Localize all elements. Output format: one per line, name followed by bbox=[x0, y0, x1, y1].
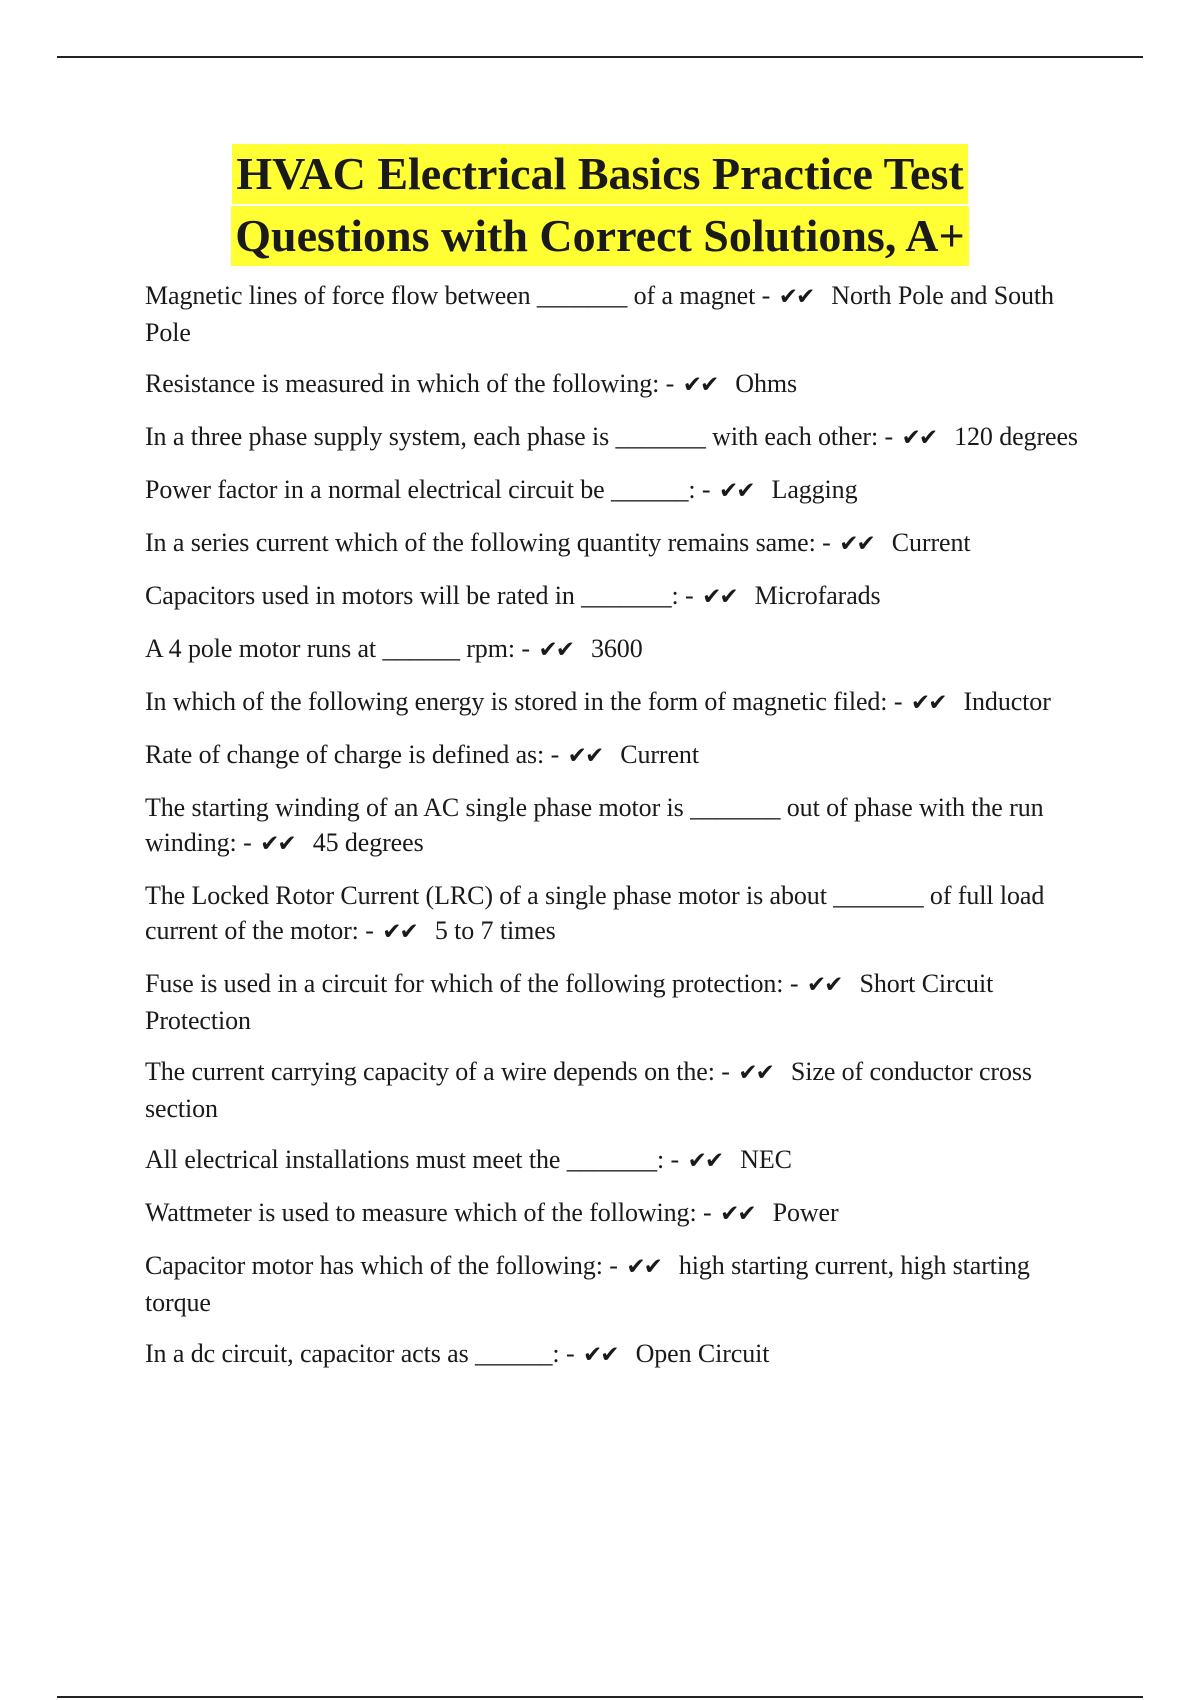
separator-dash: - bbox=[521, 634, 531, 663]
double-check-icon: ✔✔ bbox=[901, 425, 937, 451]
list-item bbox=[145, 966, 1090, 1038]
question-text: Power factor in a normal electrical circuit be ______: bbox=[145, 475, 696, 504]
list-item bbox=[145, 878, 1090, 950]
separator-dash: - bbox=[665, 369, 675, 398]
double-check-icon: ✔✔ bbox=[382, 919, 417, 945]
separator-dash: - bbox=[822, 528, 831, 557]
question-text: In a series current which of the following quantity remains same: bbox=[145, 528, 816, 557]
list-item bbox=[145, 790, 1090, 862]
double-check-icon: ✔✔ bbox=[567, 743, 603, 769]
answer-text: North Pole and South Pole bbox=[145, 281, 1054, 347]
title-line-2: Questions with Correct Solutions, A+ bbox=[231, 206, 968, 266]
separator-dash: - bbox=[761, 281, 771, 310]
answer-text: NEC bbox=[740, 1145, 792, 1174]
page-title bbox=[0, 144, 1200, 268]
answer-text: Lagging bbox=[771, 475, 858, 504]
separator-dash: - bbox=[893, 687, 903, 716]
separator-dash: - bbox=[670, 1145, 680, 1174]
list-item bbox=[145, 472, 1090, 509]
answer-text: Size of conductor cross section bbox=[145, 1057, 1032, 1123]
list-item bbox=[145, 366, 1090, 403]
separator-dash: - bbox=[685, 581, 694, 610]
answer-text: 5 to 7 times bbox=[434, 916, 556, 945]
answer-text: Open Circuit bbox=[635, 1339, 770, 1368]
question-text: In a three phase supply system, each phase is _______ with each other: bbox=[145, 422, 879, 451]
list-item bbox=[145, 631, 1090, 668]
separator-dash: - bbox=[565, 1339, 575, 1368]
list-item bbox=[145, 1195, 1090, 1232]
answer-text: 3600 bbox=[591, 634, 643, 663]
separator-dash: - bbox=[701, 475, 711, 504]
separator-dash: - bbox=[702, 1198, 712, 1227]
question-text: Resistance is measured in which of the following: bbox=[145, 369, 660, 398]
double-check-icon: ✔✔ bbox=[720, 1201, 755, 1227]
question-text: The starting winding of an AC single phase motor is _______ out of phase with the run winding: bbox=[145, 793, 1044, 857]
double-check-icon: ✔✔ bbox=[806, 972, 842, 998]
separator-dash: - bbox=[550, 740, 560, 769]
top-rule bbox=[57, 56, 1143, 58]
separator-dash: - bbox=[789, 969, 799, 998]
answer-text: Current bbox=[620, 740, 699, 769]
answer-text: 45 degrees bbox=[312, 828, 424, 857]
double-check-icon: ✔✔ bbox=[583, 1342, 618, 1368]
list-item bbox=[145, 737, 1090, 774]
question-text: Capacitor motor has which of the following: bbox=[145, 1251, 603, 1280]
list-item bbox=[145, 1142, 1090, 1179]
list-item bbox=[145, 525, 1090, 562]
answer-text: Ohms bbox=[735, 369, 798, 398]
list-item bbox=[145, 1248, 1090, 1320]
question-text: The current carrying capacity of a wire depends on the: bbox=[145, 1057, 715, 1086]
separator-dash: - bbox=[609, 1251, 618, 1280]
list-item bbox=[145, 578, 1090, 615]
question-text: In which of the following energy is stored in the form of magnetic filed: bbox=[145, 687, 888, 716]
list-item bbox=[145, 419, 1090, 456]
double-check-icon: ✔✔ bbox=[538, 637, 573, 663]
answer-text: Current bbox=[891, 528, 971, 557]
double-check-icon: ✔✔ bbox=[626, 1254, 661, 1280]
question-text: Fuse is used in a circuit for which of the following protection: bbox=[145, 969, 784, 998]
double-check-icon: ✔✔ bbox=[778, 284, 814, 310]
answer-text: Short Circuit Protection bbox=[145, 969, 994, 1035]
double-check-icon: ✔✔ bbox=[718, 478, 754, 504]
answer-text: 120 degrees bbox=[954, 422, 1078, 451]
question-text: Capacitors used in motors will be rated in _______: bbox=[145, 581, 679, 610]
list-item bbox=[145, 1054, 1090, 1126]
separator-dash: - bbox=[884, 422, 894, 451]
bottom-rule bbox=[57, 1696, 1143, 1698]
question-text: A 4 pole motor runs at ______ rpm: bbox=[145, 634, 515, 663]
question-text: Wattmeter is used to measure which of the following: bbox=[145, 1198, 697, 1227]
answer-text: high starting current, high starting torque bbox=[145, 1251, 1030, 1317]
list-item bbox=[145, 684, 1090, 721]
answer-text: Microfarads bbox=[754, 581, 881, 610]
double-check-icon: ✔✔ bbox=[839, 531, 874, 557]
double-check-icon: ✔✔ bbox=[738, 1060, 773, 1086]
double-check-icon: ✔✔ bbox=[687, 1148, 723, 1174]
answer-text: Power bbox=[772, 1198, 839, 1227]
double-check-icon: ✔✔ bbox=[260, 831, 295, 857]
list-item bbox=[145, 1336, 1090, 1373]
question-answer-list bbox=[145, 278, 1090, 1389]
question-text: The Locked Rotor Current (LRC) of a single phase motor is about _______ of full load current of the motor: bbox=[145, 881, 1045, 945]
question-text: Rate of change of charge is defined as: bbox=[145, 740, 545, 769]
question-text: In a dc circuit, capacitor acts as ______: bbox=[145, 1339, 560, 1368]
question-text: All electrical installations must meet the _______: bbox=[145, 1145, 665, 1174]
separator-dash: - bbox=[243, 828, 252, 857]
title-line-1: HVAC Electrical Basics Practice Test bbox=[232, 144, 967, 204]
separator-dash: - bbox=[721, 1057, 730, 1086]
separator-dash: - bbox=[365, 916, 374, 945]
list-item bbox=[145, 278, 1090, 350]
double-check-icon: ✔✔ bbox=[910, 690, 946, 716]
double-check-icon: ✔✔ bbox=[682, 372, 718, 398]
double-check-icon: ✔✔ bbox=[702, 584, 737, 610]
answer-text: Inductor bbox=[963, 687, 1051, 716]
question-text: Magnetic lines of force flow between _______ of a magnet bbox=[145, 281, 756, 310]
